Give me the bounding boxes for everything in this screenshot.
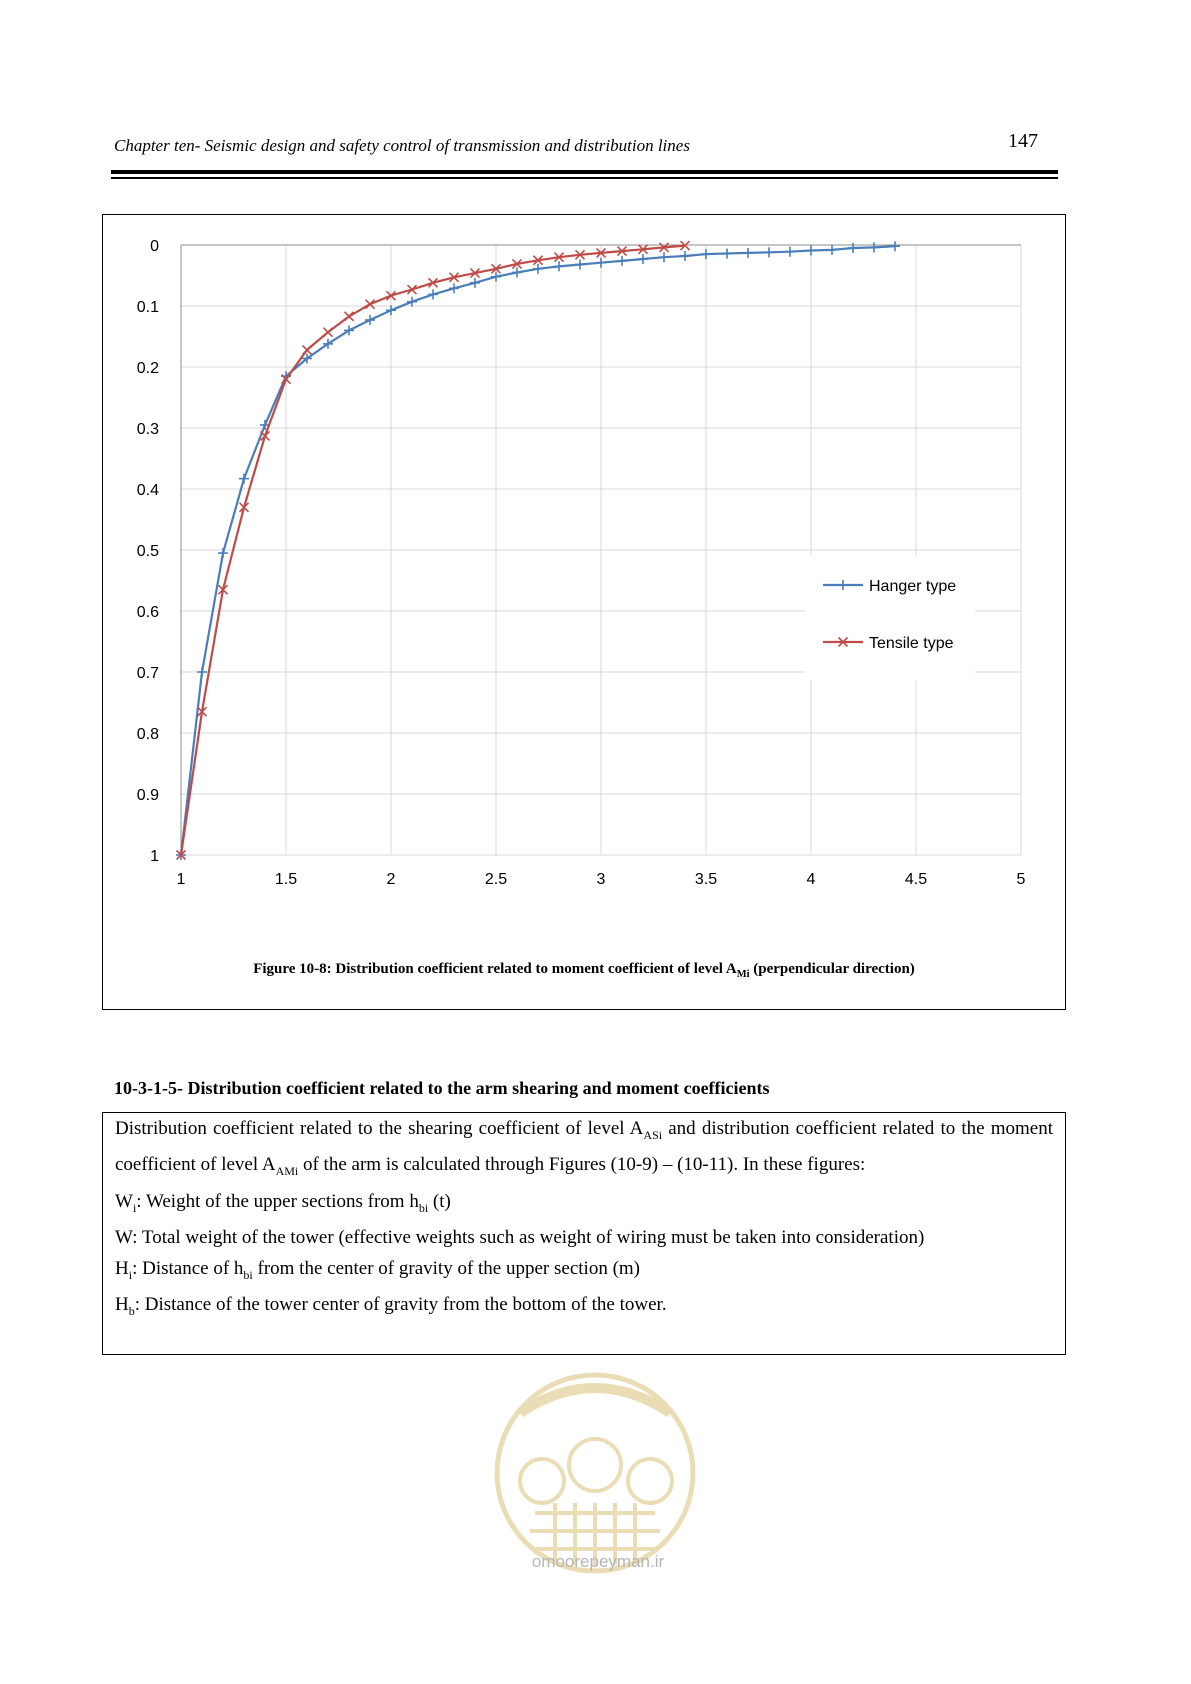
x-tick-label: 4.5	[904, 871, 928, 888]
definition-wi: $W_i$: Weight of the upper sections from $h_{bi}$ (t)	[115, 1190, 451, 1215]
data-point-2	[345, 312, 354, 321]
x-tick-label: 5	[1016, 871, 1026, 888]
watermark-url: omoorepeyman.ir	[531, 1552, 665, 1571]
data-point-2	[324, 328, 333, 337]
x-tick-label: 3.5	[694, 871, 718, 888]
y-tick-label: 1	[150, 848, 159, 865]
data-point-1	[449, 283, 459, 293]
y-tick-label: 0.6	[136, 604, 159, 621]
x-tick-label: 3	[596, 871, 606, 888]
figure-frame	[102, 214, 1066, 1010]
data-point-2	[366, 300, 375, 309]
definition-w: W: Total weight of the tower (effective weights such as weight of wiring must be taken into consideration)	[115, 1227, 925, 1249]
data-point-1	[890, 241, 900, 251]
data-point-1	[197, 667, 207, 677]
section-heading: 10-3-1-5- Distribution coefficient related to the arm shearing and moment coefficients	[114, 1078, 770, 1098]
header-rule-thin	[111, 177, 1058, 179]
data-point-1	[470, 278, 480, 288]
watermark-logo	[490, 1353, 700, 1583]
data-point-1	[638, 254, 648, 264]
x-tick-label: 4	[806, 871, 816, 888]
x-tick-label: 2.5	[484, 871, 508, 888]
data-point-1	[533, 264, 543, 274]
y-tick-label: 0	[150, 238, 159, 255]
data-point-1	[764, 247, 774, 257]
figure-caption: Figure 10-8: Distribution coefficient related to moment coefficient of level $A_{Mi}$ (perpendicular direction)	[253, 961, 915, 980]
y-tick-label: 0.8	[136, 726, 159, 743]
data-point-1	[428, 289, 438, 299]
line-chart	[103, 215, 1065, 955]
data-point-1	[869, 242, 879, 252]
data-point-1	[554, 261, 564, 271]
y-tick-label: 0.2	[136, 360, 159, 377]
data-point-1	[701, 249, 711, 259]
running-header-title: Chapter ten- Seismic design and safety control of transmission and distribution lines	[114, 136, 690, 155]
y-tick-label: 0.7	[136, 665, 159, 682]
data-point-1	[827, 245, 837, 255]
data-point-1	[512, 267, 522, 277]
page-number: 147	[1008, 130, 1038, 152]
definition-hi: $H_i$: Distance of $h_{bi}$ from the center of gravity of the upper section (m)	[115, 1257, 640, 1282]
data-point-1	[806, 245, 816, 255]
data-point-2	[303, 345, 312, 354]
data-point-1	[722, 249, 732, 259]
data-point-1	[575, 260, 585, 270]
data-point-1	[596, 258, 606, 268]
data-point-1	[407, 297, 417, 307]
data-point-1	[743, 248, 753, 258]
legend-background	[805, 555, 975, 680]
x-tick-label: 1.5	[274, 871, 298, 888]
x-tick-label: 2	[386, 871, 396, 888]
data-point-1	[239, 474, 249, 484]
legend-label-1: Hanger type	[869, 578, 957, 595]
series-line-1	[181, 246, 895, 855]
y-tick-label: 0.3	[136, 421, 159, 438]
data-point-1	[680, 251, 690, 261]
y-tick-label: 0.4	[136, 482, 159, 499]
y-tick-label: 0.5	[136, 543, 159, 560]
data-point-1	[659, 252, 669, 262]
data-point-1	[617, 256, 627, 266]
definition-hb: $H_b$: Distance of the tower center of gravity from the bottom of the tower.	[115, 1294, 667, 1318]
data-point-1	[365, 315, 375, 325]
y-tick-label: 0.9	[136, 787, 159, 804]
intro-paragraph: Distribution coefficient related to the shearing coefficient of level $A_{ASi}$ and distribution coefficient related to the moment coefficient of level $A_{AMi}$ of the arm is calculated through Figures (10-9) – (10-11). In these figures:	[115, 1118, 1054, 1179]
definitions-box	[102, 1112, 1066, 1355]
data-point-1	[785, 247, 795, 257]
data-point-1	[386, 305, 396, 315]
x-tick-label: 1	[176, 871, 186, 888]
header-rule-thick	[111, 170, 1058, 174]
legend-label-2: Tensile type	[869, 635, 954, 652]
y-tick-label: 0.1	[136, 299, 159, 316]
